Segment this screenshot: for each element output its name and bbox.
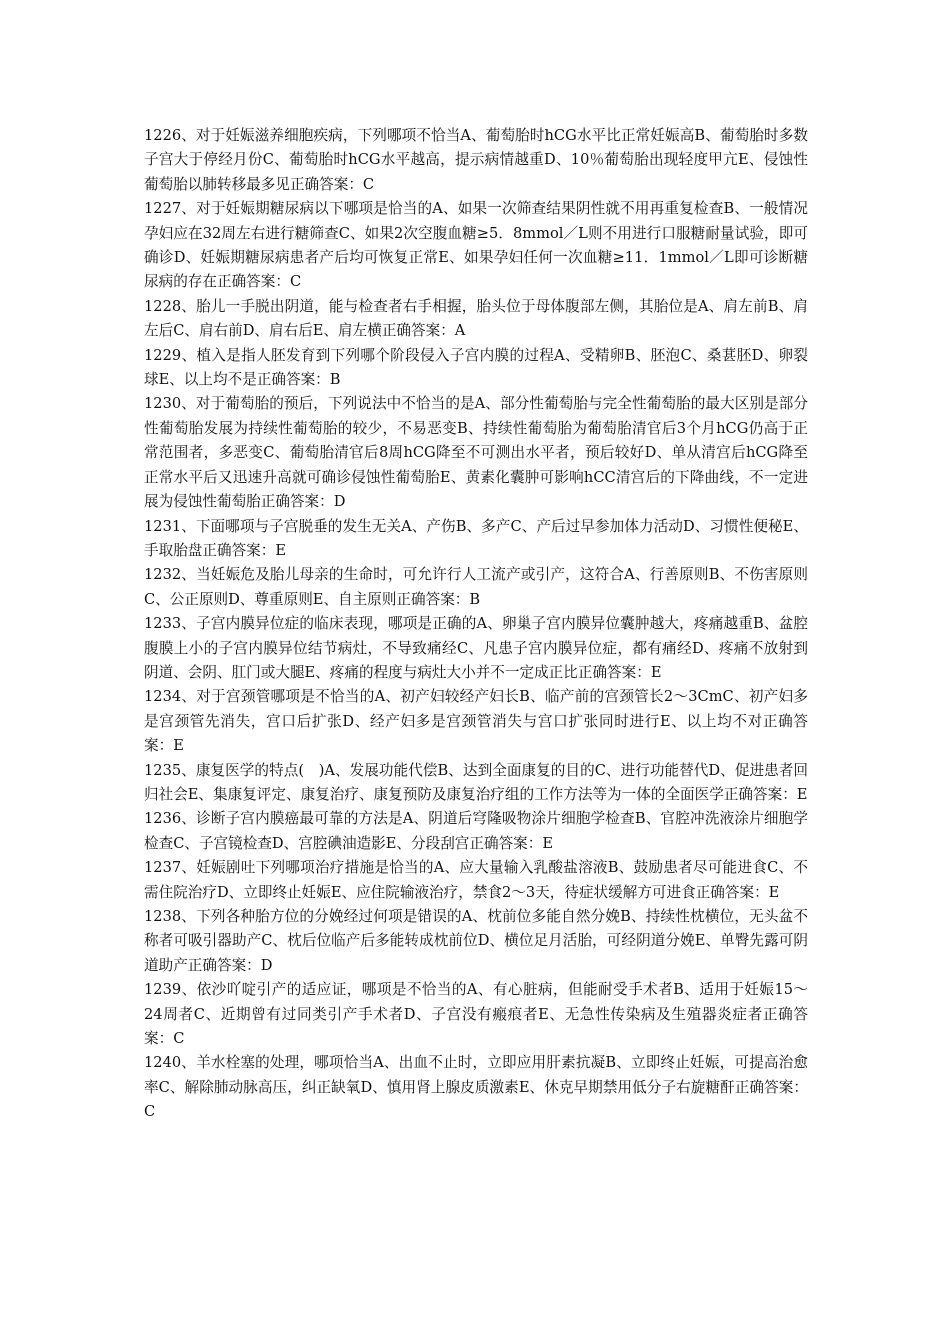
question-1226: 1226、对于妊娠滋养细胞疾病，下列哪项不恰当A、葡萄胎时hCG水平比正常妊娠高B、葡萄胎时多数子宫大于停经月份C、葡萄胎时hCG水平越高，提示病情越重D、10％葡萄胎出现轻度甲亢E、侵蚀性葡萄胎以肺转移最多见正确答案：C <box>144 127 808 193</box>
document-body <box>144 124 808 1125</box>
question-1239: 1239、依沙吖啶引产的适应证，哪项是不恰当的A、有心脏病，但能耐受手术者B、适用于妊娠15～24周者C、近期曾有过同类引产手术者D、子宫没有瘢痕者E、无急性传染病及生殖器炎症者正确答案：C <box>144 981 808 1048</box>
question-1232: 1232、当妊娠危及胎儿母亲的生命时，可允许行人工流产或引产，这符合A、行善原则B、不伤害原则C、公正原则D、尊重原则E、自主原则正确答案：B <box>144 566 808 608</box>
question-1229: 1229、植入是指人胚发育到下列哪个阶段侵入子宫内膜的过程A、受精卵B、胚泡C、桑葚胚D、卵裂球E、以上均不是正确答案：B <box>144 346 808 389</box>
question-1227: 1227、对于妊娠期糖尿病以下哪项是恰当的A、如果一次筛查结果阴性就不用再重复检查B、一般情况孕妇应在32周左右进行糖筛查C、如果2次空腹血糖≥5．8mmol／L则不用进行口服糖耐量试验，即可确诊D、妊娠期糖尿病患者产后均可恢复正常E、如果孕妇任何一次血糖≥11．1mmol／L即可诊断糖尿病的存在正确答案：C <box>144 200 808 291</box>
question-1233: 1233、子宫内膜异位症的临床表现，哪项是正确的A、卵巢子宫内膜异位囊肿越大，疼痛越重B、盆腔腹膜上小的子宫内膜异位结节病灶，不导致痛经C、凡患子宫内膜异位症，都有痛经D、疼痛不放射到阴道、会阴、肛门或大腿E、疼痛的程度与病灶大小并不一定成正比正确答案：E <box>144 615 808 681</box>
question-1228: 1228、胎儿一手脱出阴道，能与检查者右手相握，胎头位于母体腹部左侧，其胎位是A、肩左前B、肩左后C、肩右前D、肩右后E、肩左横正确答案：A <box>144 297 808 340</box>
question-1235: 1235、康复医学的特点( )A、发展功能代偿B、达到全面康复的目的C、进行功能替代D、促进患者回归社会E、集康复评定、康复治疗、康复预防及康复治疗组的工作方法等为一体的全面医学正确答案：E <box>144 761 808 803</box>
question-1240: 1240、羊水栓塞的处理，哪项恰当A、出血不止时，立即应用肝素抗凝B、立即终止妊娠，可提高治愈率C、解除肺动脉高压，纠正缺氧D、慎用肾上腺皮质激素E、休克早期禁用低分子右旋糖酐正确答案：C <box>144 1054 808 1121</box>
question-1238: 1238、下列各种胎方位的分娩经过何项是错误的A、枕前位多能自然分娩B、持续性枕横位，无头盆不称者可吸引器助产C、枕后位临产后多能转成枕前位D、横位足月活胎，可经阴道分娩E、单臀先露可阴道助产正确答案：D <box>144 908 808 974</box>
question-1234: 1234、对于宫颈管哪项是不恰当的A、初产妇较经产妇长B、临产前的宫颈管长2～3CmC、初产妇多是宫颈管先消失，宫口后扩张D、经产妇多是宫颈管消失与宫口扩张同时进行E、以上均不对正确答案：E <box>144 688 808 755</box>
question-1230: 1230、对于葡萄胎的预后，下列说法中不恰当的是A、部分性葡萄胎与完全性葡萄胎的最大区别是部分性葡萄胎发展为持续性葡萄胎的较少，不易恶变B、持续性葡萄胎为葡萄胎清官后3个月hCG仍高于正常范围者，多恶变C、葡萄胎清官后8周hCG降至不可测出水平者，预后较好D、单从清宫后hCG降至正常水平后又迅速升高就可确诊侵蚀性葡萄胎E、黄素化囊肿可影响hCC清宫后的下降曲线，不一定进展为侵蚀性葡萄胎正确答案：D <box>144 395 808 511</box>
question-1236: 1236、诊断子宫内膜癌最可靠的方法是A、阴道后穹隆吸物涂片细胞学检查B、官腔冲洗液涂片细胞学检查C、子宫镜检查D、宫腔碘油造影E、分段刮宫正确答案：E <box>144 810 808 852</box>
question-1237: 1237、妊娠剧吐下列哪项治疗措施是恰当的A、应大量输入乳酸盐溶液B、鼓励患者尽可能进食C、不需住院治疗D、立即终止妊娠E、应住院输液治疗，禁食2～3天，待症状缓解方可进食正确答案：E <box>144 859 808 901</box>
question-1231: 1231、下面哪项与子宫脱垂的发生无关A、产伤B、多产C、产后过早参加体力活动D、习惯性便秘E、手取胎盘正确答案：E <box>144 517 808 559</box>
